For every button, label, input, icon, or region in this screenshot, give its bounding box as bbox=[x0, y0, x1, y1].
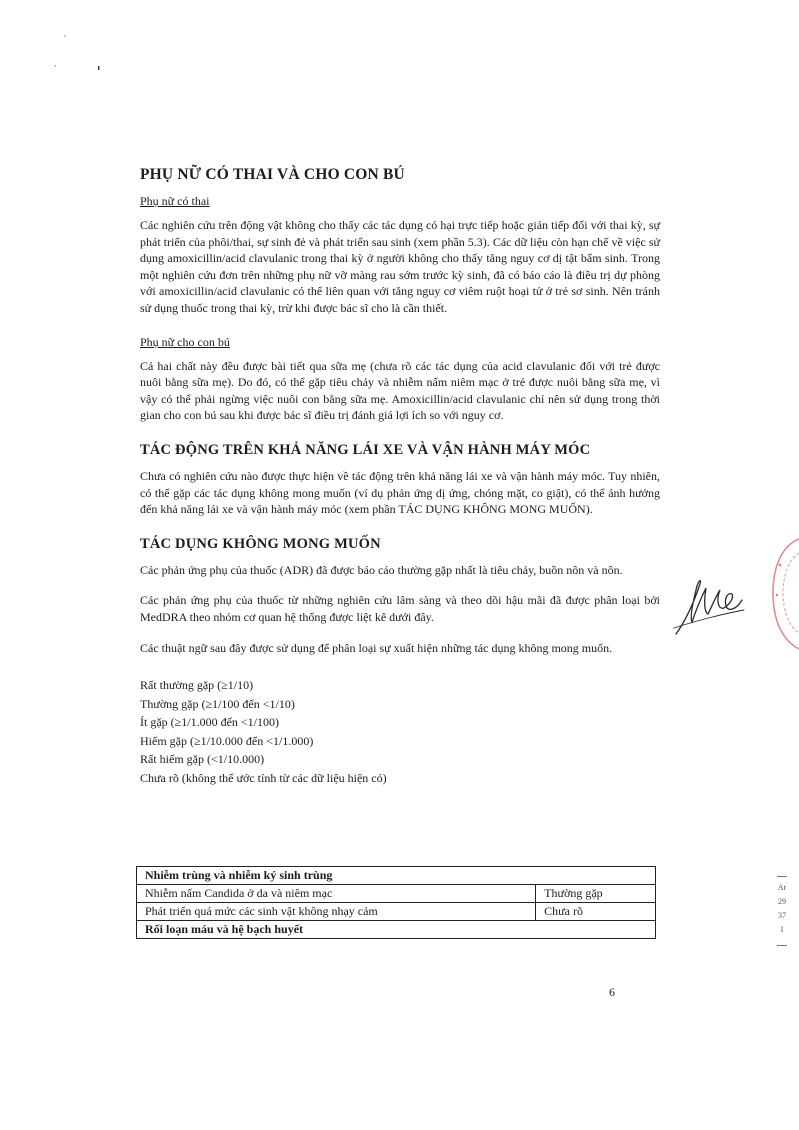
table-section-infections: Nhiễm trùng và nhiễm ký sinh trùng bbox=[137, 867, 656, 885]
handwritten-signature bbox=[672, 570, 752, 640]
margin-text: I bbox=[780, 925, 784, 934]
frequency-item: Thường gặp (≥1/100 đến <1/10) bbox=[140, 696, 295, 711]
table-cell-frequency: Thường gặp bbox=[536, 885, 656, 903]
frequency-item: Rất thường gặp (≥1/10) bbox=[140, 678, 254, 693]
main-content bbox=[140, 166, 660, 787]
paragraph-adr-3: Các thuật ngữ sau đây được sử dụng để phân loại sự xuất hiện những tác dụng không mong muốn. bbox=[140, 640, 613, 655]
paragraph-adr-1: Các phản ứng phụ của thuốc (ADR) đã được báo cáo thường gặp nhất là tiêu chảy, buồn nôn và nôn. bbox=[140, 562, 623, 577]
table-section-blood: Rối loạn máu và hệ bạch huyết bbox=[137, 921, 656, 939]
margin-text: 29 bbox=[778, 897, 786, 906]
paragraph-breastfeeding: Cả hai chất này đều được bài tiết qua sữa mẹ (chưa rõ các tác dụng của acid clavulanic đối với trẻ được nuôi bằng sữa mẹ). Do đó, có thể gặp tiêu chảy và nhiễm nấm niêm mạc ở trẻ được nuôi bằng sữa mẹ, vì vậy có thể phải ngừng việc nuôi con bằng sữa mẹ. Amoxicillin/acid clavulanic chỉ nên sử dụng trong thời gian cho con bú sau khi được bác sĩ điều trị đánh giá lợi ích so với nguy cơ. bbox=[140, 358, 660, 423]
frequency-item: Ít gặp (≥1/1.000 đến <1/100) bbox=[140, 715, 279, 730]
page-number: 6 bbox=[609, 985, 615, 999]
frequency-item: Chưa rõ (không thể ước tính từ các dữ liệu hiện có) bbox=[140, 770, 387, 785]
frequency-item: Hiếm gặp (≥1/10.000 đến <1/1.000) bbox=[140, 733, 314, 748]
margin-text: 37 bbox=[778, 911, 786, 920]
adr-table bbox=[136, 866, 656, 939]
paragraph-driving: Chưa có nghiên cứu nào được thực hiện về tác động trên khả năng lái xe và vận hành máy móc. Tuy nhiên, có thể gặp các tác dụng không mong muốn (ví dụ phản ứng dị ứng, chóng mặt, co giật), có thể ảnh hưởng đến khả năng lái xe và vận hành máy móc (xem phần TÁC DỤNG KHÔNG MONG MUỐN). bbox=[140, 468, 660, 517]
table-cell-reaction: Phát triển quá mức các sinh vật không nhạy cảm bbox=[137, 903, 536, 921]
paragraph-adr-2: Các phản ứng phụ của thuốc từ những nghiên cứu lâm sàng và theo dõi hậu mãi đã được phân loại bởi MedDRA theo nhóm cơ quan hệ thống được liệt kê dưới đây. bbox=[140, 593, 660, 624]
table-row bbox=[137, 903, 656, 921]
table-cell-frequency: Chưa rõ bbox=[536, 903, 656, 921]
subtitle-pregnant: Phụ nữ có thai bbox=[140, 194, 210, 208]
subtitle-breastfeeding: Phụ nữ cho con bú bbox=[140, 334, 230, 349]
frequency-list bbox=[140, 676, 660, 787]
margin-dash bbox=[777, 876, 787, 877]
table-cell-reaction: Nhiễm nấm Candida ở da và niêm mạc bbox=[137, 885, 536, 903]
table-row bbox=[137, 885, 656, 903]
stamp-seal bbox=[755, 535, 799, 655]
margin-dash bbox=[777, 945, 787, 946]
paragraph-pregnant: Các nghiên cứu trên động vật không cho thấy các tác dụng có hại trực tiếp hoặc gián tiếp đối với thai kỳ, sự phát triển của phôi/thai, sự sinh đẻ và phát triển sau sinh (xem phần 5.3). Các dữ liệu còn hạn chế về việc sử dụng amoxicillin/acid clavulanic trong thai kỳ ở người không cho thấy tăng nguy cơ dị tật bẩm sinh. Trong một nghiên cứu đơn trên những phụ nữ vỡ màng rau sớm trước kỳ sinh, đã có báo cáo là điều trị dự phòng với amoxicillin/acid clavulanic có thể liên quan với tăng nguy cơ viêm ruột hoại tử ở trẻ sơ sinh. Nên tránh sử dụng thuốc trong thai kỳ, trừ khi được bác sĩ cho là cần thiết. bbox=[140, 218, 660, 315]
table-row bbox=[137, 921, 656, 939]
scan-specks bbox=[50, 28, 110, 78]
section-title-adr: TÁC DỤNG KHÔNG MONG MUỐN bbox=[140, 535, 381, 552]
table-row bbox=[137, 867, 656, 885]
margin-text: Ar bbox=[777, 883, 787, 892]
section-title-pregnancy: PHỤ NỮ CÓ THAI VÀ CHO CON BÚ bbox=[140, 166, 405, 183]
frequency-item: Rất hiếm gặp (<1/10.000) bbox=[140, 752, 265, 767]
section-title-driving: TÁC ĐỘNG TRÊN KHẢ NĂNG LÁI XE VÀ VẬN HÀNH MÁY MÓC bbox=[140, 441, 591, 458]
margin-fragments bbox=[768, 876, 796, 946]
